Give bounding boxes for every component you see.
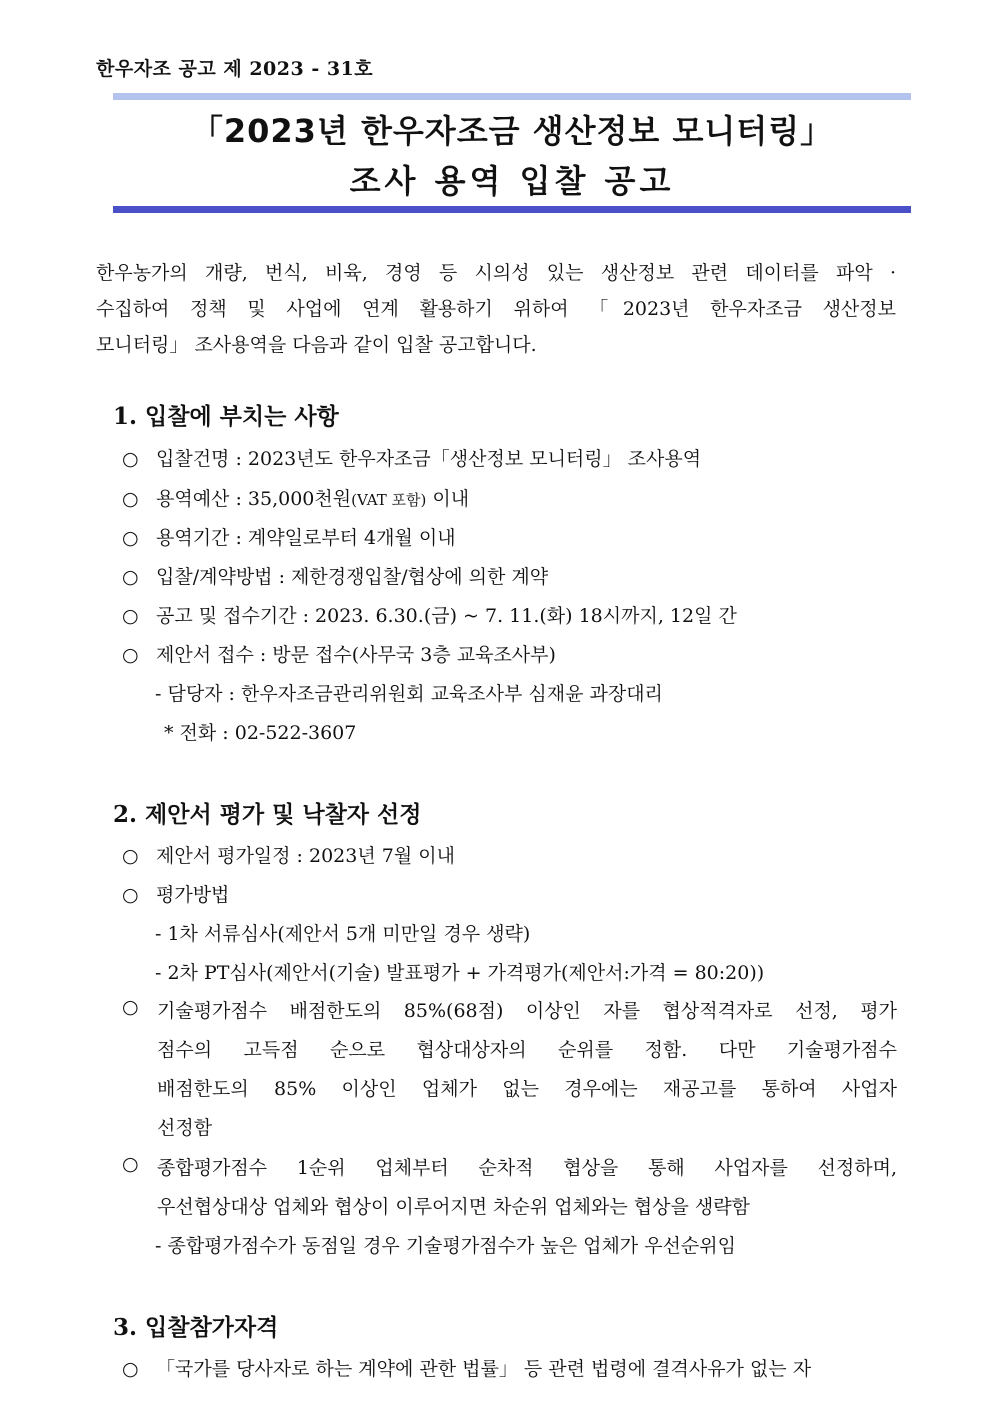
contact-phone: * 전화 : 02-522-3607 bbox=[164, 722, 357, 744]
item-text: 입찰건명 : 2023년도 한우자조금「생산정보 모니터링」 조사용역 bbox=[156, 448, 702, 470]
circle-bullet-icon: ○ bbox=[122, 488, 139, 510]
budget-vat-note: (VAT 포함) bbox=[351, 491, 427, 509]
list-item bbox=[122, 601, 737, 628]
item-text-line: 기술평가점수 배점한도의 85%(68점) 이상인 자를 협상적격자로 선정, 평가 bbox=[157, 1000, 897, 1022]
item-text-line: 점수의 고득점 순으로 협상대상자의 순위를 정함. 다만 기술평가점수 bbox=[157, 1039, 897, 1061]
intro-line: 한우농가의 개량, 번식, 비육, 경영 등 시의성 있는 생산정보 관련 데이터를 파악 · bbox=[96, 262, 896, 284]
list-item bbox=[122, 523, 456, 550]
intro-line: 모니터링」 조사용역을 다음과 같이 입찰 공고합니다. bbox=[96, 334, 537, 356]
intro-line: 수집하여 정책 및 사업에 연계 활용하기 위하여 「2023년 한우자조금 생산정보 bbox=[96, 298, 896, 320]
list-item bbox=[122, 841, 455, 868]
title-rule-bottom bbox=[113, 206, 911, 213]
circle-bullet-icon: ○ bbox=[122, 605, 139, 627]
list-item bbox=[122, 640, 556, 667]
item-text: 공고 및 접수기간 : 2023. 6.30.(금) ~ 7. 11.(화) 18시까지, 12일 간 bbox=[156, 605, 737, 627]
list-item-bullet bbox=[122, 1153, 156, 1175]
page-title-line-1: 「2023년 한우자조금 생산정보 모니터링」 bbox=[190, 112, 834, 150]
item-text-line: 우선협상대상 업체와 협상이 이루어지면 차순위 업체와는 협상을 생략함 bbox=[157, 1196, 750, 1218]
section-3-heading: 3. 입찰참가자격 bbox=[113, 1314, 279, 1341]
list-item bbox=[122, 444, 701, 471]
item-text-line: 선정함 bbox=[157, 1117, 213, 1139]
item-text: 용역예산 : 35,000천원 bbox=[156, 488, 352, 510]
section-1-heading: 1. 입찰에 부치는 사항 bbox=[113, 403, 339, 430]
circle-bullet-icon: ○ bbox=[122, 527, 139, 549]
intro-paragraph bbox=[96, 255, 896, 363]
item-text: 제안서 접수 : 방문 접수(사무국 3층 교육조사부) bbox=[156, 644, 556, 666]
circle-bullet-icon: ○ bbox=[122, 566, 139, 588]
circle-bullet-icon: ○ bbox=[122, 845, 139, 867]
item-text: 제안서 평가일정 : 2023년 7월 이내 bbox=[156, 845, 455, 867]
circle-bullet-icon: ○ bbox=[122, 448, 139, 470]
circle-bullet-icon: ○ bbox=[122, 1358, 139, 1380]
page-title-line-2: 조사 용역 입찰 공고 bbox=[349, 162, 675, 200]
sub-item: - 2차 PT심사(제안서(기술) 발표평가 + 가격평가(제안서:가격 = 80:20)) bbox=[155, 962, 765, 984]
list-item-bullet bbox=[122, 996, 156, 1018]
item-text-line: 배점한도의 85% 이상인 업체가 없는 경우에는 재공고를 통하여 사업자 bbox=[157, 1078, 897, 1100]
item-text: 입찰/계약방법 : 제한경쟁입찰/협상에 의한 계약 bbox=[156, 566, 549, 588]
circle-bullet-icon: ○ bbox=[122, 884, 139, 906]
item-text: 용역기간 : 계약일로부터 4개월 이내 bbox=[156, 527, 456, 549]
circle-bullet-icon: ○ bbox=[122, 1153, 139, 1175]
sub-item: - 종합평가점수가 동점일 경우 기술평가점수가 높은 업체가 우선순위임 bbox=[155, 1235, 736, 1257]
budget-suffix: 이내 bbox=[426, 488, 470, 510]
list-item bbox=[122, 1354, 811, 1381]
notice-number: 한우자조 공고 제 2023 - 31호 bbox=[96, 58, 374, 80]
circle-bullet-icon: ○ bbox=[122, 996, 139, 1018]
circle-bullet-icon: ○ bbox=[122, 644, 139, 666]
list-item bbox=[122, 562, 548, 589]
section-2-heading: 2. 제안서 평가 및 낙찰자 선정 bbox=[113, 801, 422, 828]
list-item bbox=[122, 484, 469, 511]
item-text: 평가방법 bbox=[156, 884, 230, 906]
item-text: 「국가를 당사자로 하는 계약에 관한 법률」 등 관련 법령에 결격사유가 없는 자 bbox=[156, 1358, 812, 1380]
title-rule-top bbox=[113, 93, 911, 100]
item-text-line: 종합평가점수 1순위 업체부터 순차적 협상을 통해 사업자를 선정하며, bbox=[157, 1157, 897, 1179]
sub-item: - 1차 서류심사(제안서 5개 미만일 경우 생략) bbox=[155, 923, 531, 945]
list-item bbox=[122, 880, 229, 907]
contact-person: - 담당자 : 한우자조금관리위원회 교육조사부 심재윤 과장대리 bbox=[155, 683, 663, 705]
